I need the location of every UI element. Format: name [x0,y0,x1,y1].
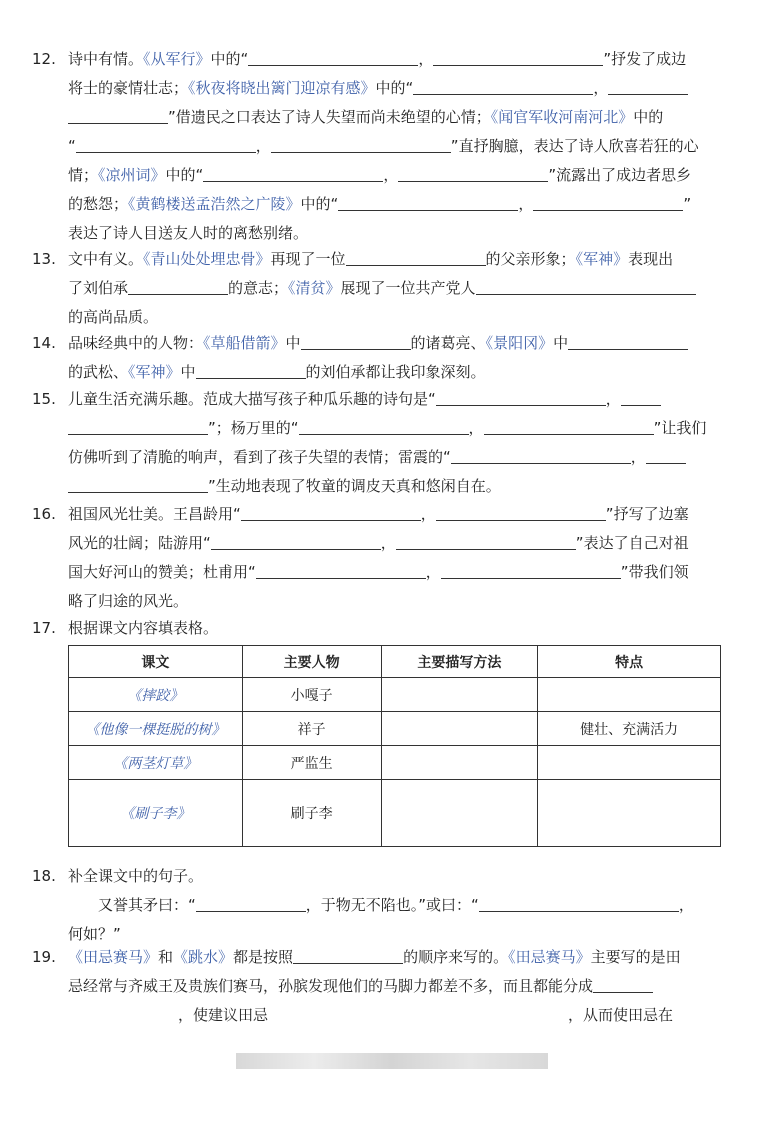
text: 了刘伯承 [68,279,129,297]
answer-blank[interactable] [196,362,306,379]
text: 品味经典中的人物： [68,334,204,352]
method-cell[interactable] [381,746,538,780]
text: ”流露出了成边者思乡 [548,166,692,184]
text: 中的“ [300,195,339,213]
text: ”生动地表现了牧童的调皮天真和悠闲自在。 [208,477,501,495]
answer-blank[interactable] [76,136,256,153]
text: 儿童生活充满乐趣。范成大描写孩子种瓜乐趣的诗句是“ [68,390,436,408]
question-number: 17. [32,619,56,637]
text: 何如？” [68,925,121,943]
text: 展现了一位共产党人 [340,279,476,297]
answer-blank[interactable] [203,165,383,182]
lesson-cell: 《刷子李》 [69,780,243,847]
character-cell: 严监生 [242,746,381,780]
answer-blank[interactable] [533,194,683,211]
table-row [69,746,721,780]
title-tiaoshui: 《跳水》 [173,948,234,966]
answer-blank[interactable] [271,136,451,153]
table-row [69,780,721,847]
text: ”抒写了边塞 [605,505,689,523]
answer-blank[interactable] [68,476,208,493]
text: 的父亲形象； [485,250,576,268]
text: ， [678,896,694,914]
text: 的顺序来写的。 [403,948,509,966]
method-cell[interactable] [381,780,538,847]
answer-blank[interactable] [301,333,411,350]
answer-blank[interactable] [484,418,654,435]
text: 的意志； [228,279,289,297]
answer-blank[interactable] [241,504,421,521]
question-number: 12. [32,50,56,68]
text: 情； [68,166,99,184]
question-number: 19. [32,948,56,966]
question-14 [32,329,738,387]
lesson-cell: 《他像一棵挺脱的树》 [69,712,243,746]
answer-blank[interactable] [346,249,486,266]
title-wenguanjun: 《闻官军收河南河北》 [490,108,634,126]
answer-blank[interactable] [646,447,686,464]
answer-blank[interactable] [68,107,168,124]
text: ，从而使田忌在 [568,1006,674,1024]
trait-cell: 健壮、充满活力 [538,712,721,746]
text: 表现出 [628,250,674,268]
question-number: 14. [32,334,56,352]
question-18 [32,862,738,949]
text: 中 [180,363,196,381]
character-cell: 刷子李 [242,780,381,847]
text: ”；杨万里的“ [208,419,299,437]
text: 的刘伯承都让我印象深刻。 [305,363,486,381]
title-liangzhouci: 《凉州词》 [98,166,166,184]
question-13 [32,245,738,332]
text: ， [593,79,609,97]
answer-blank[interactable] [451,447,631,464]
text: ，使建议田忌 [178,1006,269,1024]
trait-cell[interactable] [538,678,721,712]
answer-blank[interactable] [568,333,688,350]
question-number: 15. [32,390,56,408]
text: ”带我们领 [620,563,689,581]
answer-blank[interactable] [608,78,688,95]
text: ， [630,448,646,466]
table-row [69,678,721,712]
title-congjunxing: 《从军行》 [143,50,211,68]
question-16 [32,500,738,616]
question-number: 13. [32,250,56,268]
text: 表达了诗人目送友人时的离愁别绪。 [68,224,309,242]
text: 忌经常与齐威王及贵族们赛马，孙膑发现他们的马脚力都差不多，而且都能分成 [68,977,594,995]
text: ， [420,505,436,523]
answer-blank[interactable] [433,49,603,66]
column-header: 主要描写方法 [381,646,538,678]
question-17 [32,614,738,643]
trait-cell[interactable] [538,746,721,780]
answer-blank[interactable] [621,389,661,406]
title-tianji: 《田忌赛马》 [508,948,591,966]
text: ， [468,419,484,437]
column-header: 主要人物 [242,646,381,678]
blurred-footer [236,1053,548,1069]
text: 补全课文中的句子。 [68,867,204,885]
text: 的高尚品质。 [68,308,159,326]
text: ， [425,563,441,581]
text: ”让我们 [653,419,707,437]
text: ， [380,534,396,552]
text: 祖国风光壮美。王昌龄用“ [68,505,241,523]
text: ” [683,195,692,213]
text: ”借遗民之口表达了诗人失望而尚未绝望的心情； [168,108,491,126]
text: 主要写的是田 [590,948,681,966]
answer-blank[interactable] [436,389,606,406]
question-19 [32,943,738,1030]
text: 文中有义。 [68,250,144,268]
title-caochuan: 《草船借箭》 [203,334,286,352]
answer-blank[interactable] [398,165,548,182]
title-jingyanggang: 《景阳冈》 [485,334,554,352]
answer-blank[interactable] [441,562,621,579]
title-huanghelou: 《黄鹤楼送孟浩然之广陵》 [128,195,301,213]
lesson-table [68,645,721,847]
text: ”抒发了成边 [603,50,687,68]
method-cell[interactable] [381,678,538,712]
answer-blank[interactable] [248,49,418,66]
text: ， [383,166,399,184]
answer-blank[interactable] [338,194,518,211]
text: 风光的壮阔；陆游用“ [68,534,211,552]
answer-blank[interactable] [476,278,696,295]
text: 国大好河山的赞美；杜甫用“ [68,563,256,581]
answer-blank[interactable] [256,562,426,579]
text: ”表达了自己对祖 [575,534,689,552]
answer-blank[interactable] [211,533,381,550]
answer-blank[interactable] [128,278,228,295]
answer-blank[interactable] [479,895,679,912]
answer-blank[interactable] [293,947,403,964]
text: 中 [285,334,301,352]
text: 再现了一位 [270,250,346,268]
column-header: 特点 [538,646,721,678]
character-cell: 小嘎子 [242,678,381,712]
text: 中的 [633,108,664,126]
table-header-row [69,646,721,678]
text: ， [518,195,534,213]
lesson-cell: 《摔跤》 [69,678,243,712]
text: 中的“ [210,50,249,68]
lesson-cell: 《两茎灯草》 [69,746,243,780]
text: 中的“ [375,79,414,97]
text: 中的“ [165,166,204,184]
answer-blank[interactable] [299,418,469,435]
title-junshen: 《军神》 [575,250,629,268]
character-cell: 祥子 [242,712,381,746]
text: 又誉其矛曰：“ [98,896,196,914]
text: 诗中有情。 [68,50,144,68]
answer-blank[interactable] [413,78,593,95]
text: ， [418,50,434,68]
method-cell[interactable] [381,712,538,746]
text: 略了归途的风光。 [68,592,189,610]
text: ”直抒胸臆，表达了诗人欣喜若狂的心 [450,137,699,155]
title-junshen: 《军神》 [128,363,181,381]
title-tianji: 《田忌赛马》 [68,948,159,966]
text: 都是按照 [233,948,294,966]
table-row [69,712,721,746]
trait-cell[interactable] [538,780,721,847]
text: 仿佛听到了清脆的响声，看到了孩子失望的表情；雷震的“ [68,448,451,466]
answer-blank[interactable] [196,895,306,912]
text: ，于物无不陷也。”或曰：“ [305,896,479,914]
text: 将士的豪情壮志； [68,79,189,97]
text: 的武松、 [68,363,129,381]
text: 的诸葛亮、 [410,334,486,352]
question-number: 18. [32,867,56,885]
title-qingshan: 《青山处处埋忠骨》 [143,250,271,268]
question-number: 16. [32,505,56,523]
question-15 [32,385,738,501]
text: 的愁怨； [68,195,129,213]
question-12 [32,45,738,248]
answer-blank[interactable] [593,976,653,993]
title-qiuye: 《秋夜将晓出篱门迎凉有感》 [188,79,376,97]
text: “ [68,137,76,155]
text: 和 [158,948,174,966]
text: 中 [553,334,569,352]
answer-blank[interactable] [436,504,606,521]
text: 根据课文内容填表格。 [68,619,219,637]
text: ， [255,137,271,155]
text: ， [605,390,621,408]
answer-blank[interactable] [396,533,576,550]
answer-blank[interactable] [68,418,208,435]
column-header: 课文 [69,646,243,678]
title-qingpin: 《清贫》 [288,279,341,297]
